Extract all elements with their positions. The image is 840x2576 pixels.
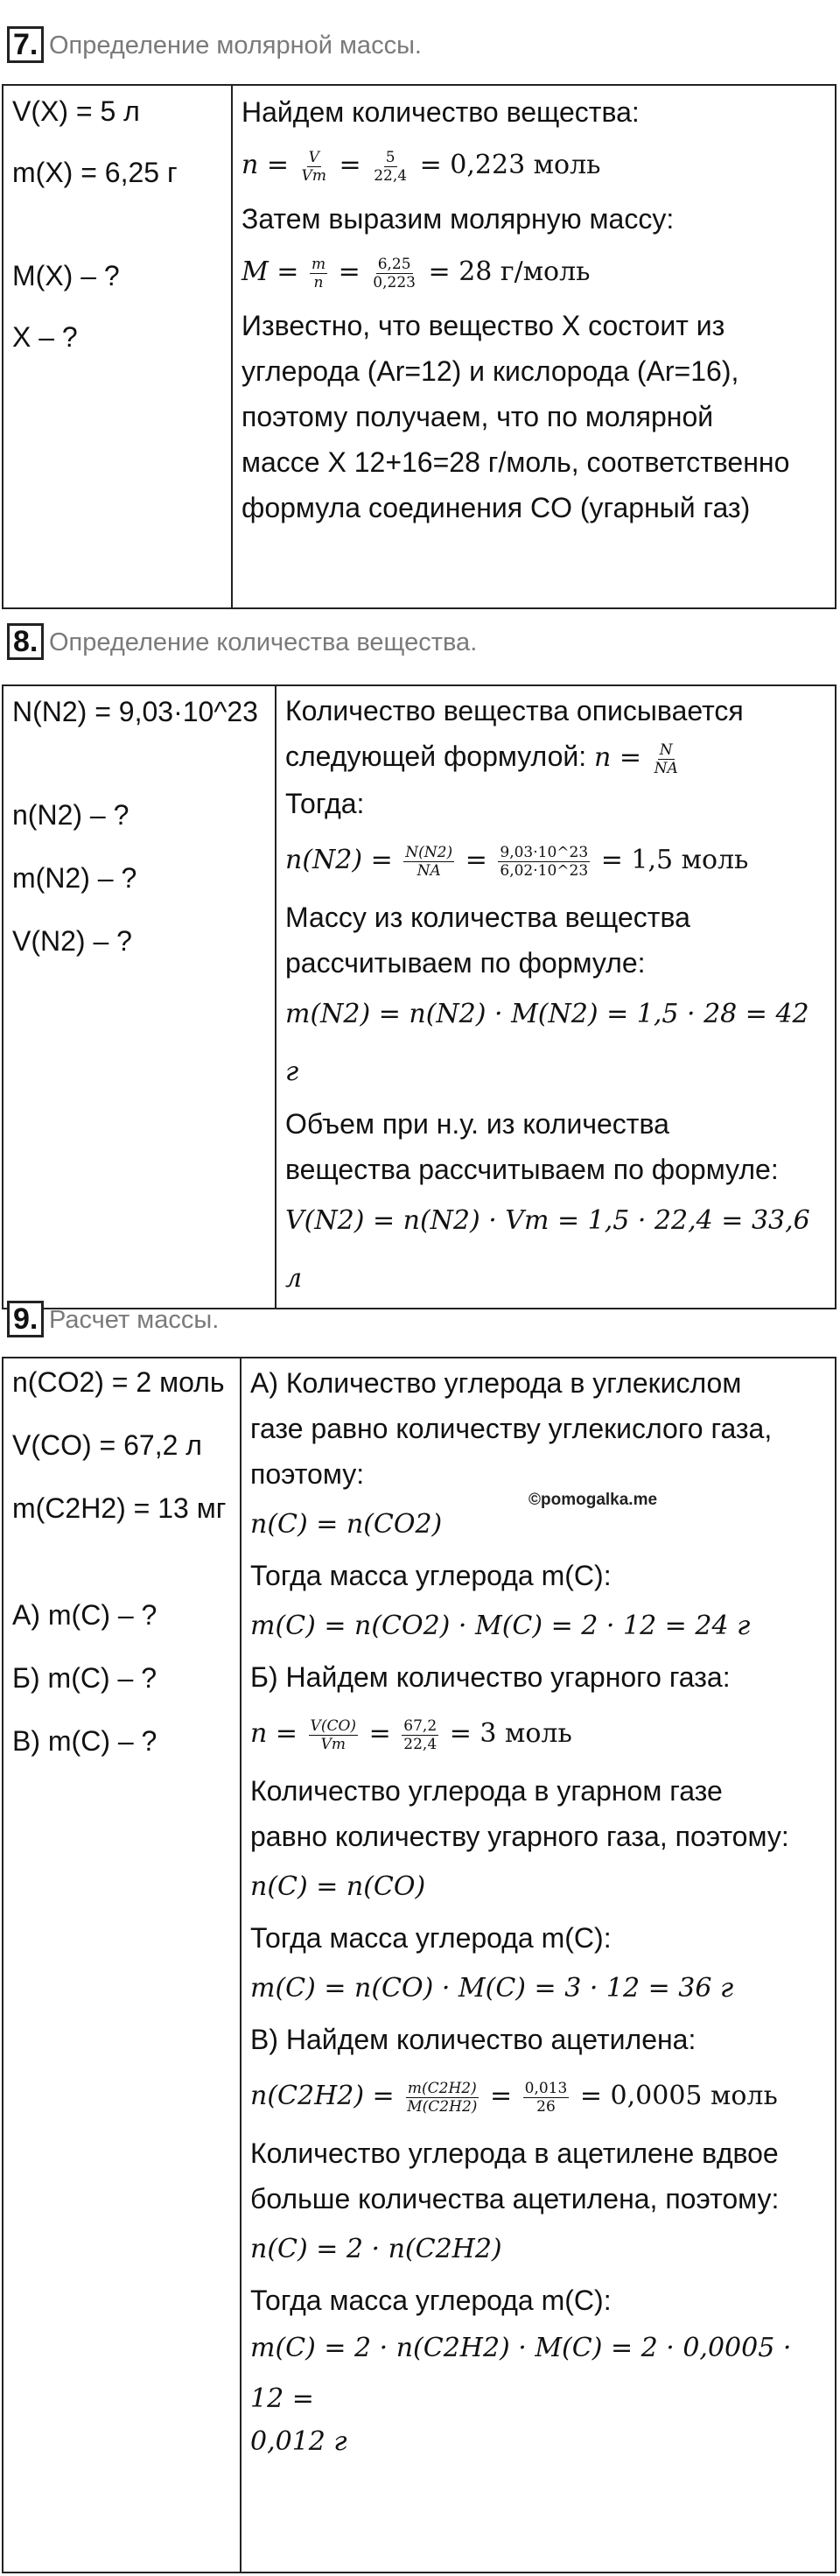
- given-line: m(C2H2) = 13 мг: [12, 1492, 227, 1524]
- solution-text: поэтому получаем, что по молярной: [242, 401, 714, 432]
- solution-column: [241, 1358, 836, 2572]
- formula: m(N2) = n(N2) · M(N2) = 1,5 · 28 = 42 г: [285, 999, 809, 1087]
- solution-text: Известно, что вещество X состоит из: [242, 310, 725, 341]
- formula: m(C) = n(CO) · M(C) = 3 · 12 = 36 г: [250, 1973, 734, 2004]
- formula: m(C) = n(CO2) · M(C) = 2 · 12 = 24 г: [250, 1611, 751, 1641]
- task-number: 7.: [7, 26, 44, 63]
- task-number: 9.: [7, 1301, 44, 1337]
- solution-text: вещества рассчитываем по формуле:: [285, 1154, 779, 1185]
- solution-text: Массу из количества вещества: [285, 902, 690, 933]
- solution-text: массе X 12+16=28 г/моль, соответственно: [242, 446, 790, 478]
- solution-text: Объем при н.у. из количества: [285, 1108, 669, 1140]
- solution-text: Количество вещества описывается: [285, 695, 744, 726]
- solution-text: Тогда масса углерода m(C):: [250, 1922, 612, 1954]
- solution-text: газе равно количеству углекислого газа,: [250, 1413, 773, 1444]
- given-line: m(N2) – ?: [12, 862, 137, 894]
- solution-text: следующей формулой: n = $\frac{N}{NA}$: [285, 741, 678, 777]
- given-line: N(N2) = 9,03·10^23: [12, 696, 258, 727]
- solution-text: Б) Найдем количество угарного газа:: [250, 1661, 731, 1693]
- solution-text: поэтому:: [250, 1458, 365, 1490]
- task-heading: Определение количества вещества.: [49, 628, 478, 656]
- formula: V(N2) = n(N2) · Vm = 1,5 · 22,4 = 33,6 л: [285, 1205, 810, 1294]
- solution-text: формула соединения CO (угарный газ): [242, 492, 751, 523]
- given-line: X – ?: [12, 321, 78, 353]
- given-line: n(CO2) = 2 моль: [12, 1366, 225, 1398]
- solution-text: равно количеству угарного газа, поэтому:: [250, 1821, 789, 1852]
- solution-column: [276, 685, 836, 1309]
- given-line: n(N2) – ?: [12, 799, 130, 831]
- solution-text: Тогда:: [285, 788, 365, 819]
- given-column: [3, 685, 276, 1309]
- given-line: V(CO) = 67,2 л: [12, 1429, 202, 1461]
- solution-text: рассчитываем по формуле:: [285, 947, 646, 979]
- given-line: В) m(C) – ?: [12, 1725, 158, 1757]
- formula: n(N2) = $\frac{N(N2)}{NA}$ = $\frac{9,03\cdot 10\^{}23}{6,02\cdot 10\^{}23}$ = 1,5 моль: [285, 843, 749, 880]
- solution-text: углерода (Ar=12) и кислорода (Ar=16),: [242, 355, 739, 387]
- solution-text: Найдем количество вещества:: [242, 96, 640, 128]
- formula: n(C) = 2 · n(C2H2): [250, 2234, 502, 2264]
- solution-column: [232, 85, 836, 608]
- formula: n(C) = n(CO2): [250, 1509, 443, 1540]
- given-line: V(N2) – ?: [12, 925, 132, 957]
- given-line: Б) m(C) – ?: [12, 1662, 157, 1694]
- solution-text: В) Найдем количество ацетилена:: [250, 2024, 696, 2055]
- given-column: [3, 1358, 241, 2572]
- formula: m(C) = 2 · n(C2H2) · M(C) = 2 · 0,0005 · 12 =: [250, 2333, 792, 2414]
- given-line: V(X) = 5 л: [12, 95, 140, 127]
- task-heading: Расчет массы.: [49, 1306, 220, 1334]
- solution-text: больше количества ацетилена, поэтому:: [250, 2183, 780, 2215]
- formula: M = $\frac{m}{n}$ = $\frac{6,25}{0,223}$ = 28 г/моль: [242, 255, 591, 291]
- task-table: [2, 1357, 836, 2573]
- formula: n = $\frac{V}{Vm}$ = $\frac{5}{22,4}$ = 0,223 моль: [242, 148, 601, 185]
- solution-text: А) Количество углерода в углекислом: [250, 1367, 742, 1399]
- given-line: M(X) – ?: [12, 260, 120, 291]
- given-column: [3, 85, 232, 608]
- formula: 0,012 г: [250, 2426, 347, 2457]
- watermark: ©pomogalka.me: [528, 1491, 658, 1509]
- given-line: m(X) = 6,25 г: [12, 157, 178, 188]
- solution-text: Тогда масса углерода m(C):: [250, 2285, 612, 2316]
- given-line: А) m(C) – ?: [12, 1599, 158, 1631]
- solution-text: Затем выразим молярную массу:: [242, 203, 675, 235]
- formula: n(C) = n(CO): [250, 1871, 426, 1902]
- formula: n = $\frac{V(CO)}{Vm}$ = $\frac{67,2}{22,4}$ = 3 моль: [250, 1716, 572, 1753]
- task-number: 8.: [7, 623, 44, 660]
- solution-text: Количество углерода в угарном газе: [250, 1775, 723, 1807]
- task-table: [2, 684, 836, 1309]
- solution-text: Тогда масса углерода m(C):: [250, 1560, 612, 1591]
- task-table: [2, 84, 836, 609]
- solution-text: Количество углерода в ацетилене вдвое: [250, 2137, 779, 2169]
- formula: n(C2H2) = $\frac{m(C2H2)}{M(C2H2)}$ = $\frac{0,013}{26}$ = 0,0005 моль: [250, 2079, 778, 2116]
- task-heading: Определение молярной массы.: [49, 32, 422, 60]
